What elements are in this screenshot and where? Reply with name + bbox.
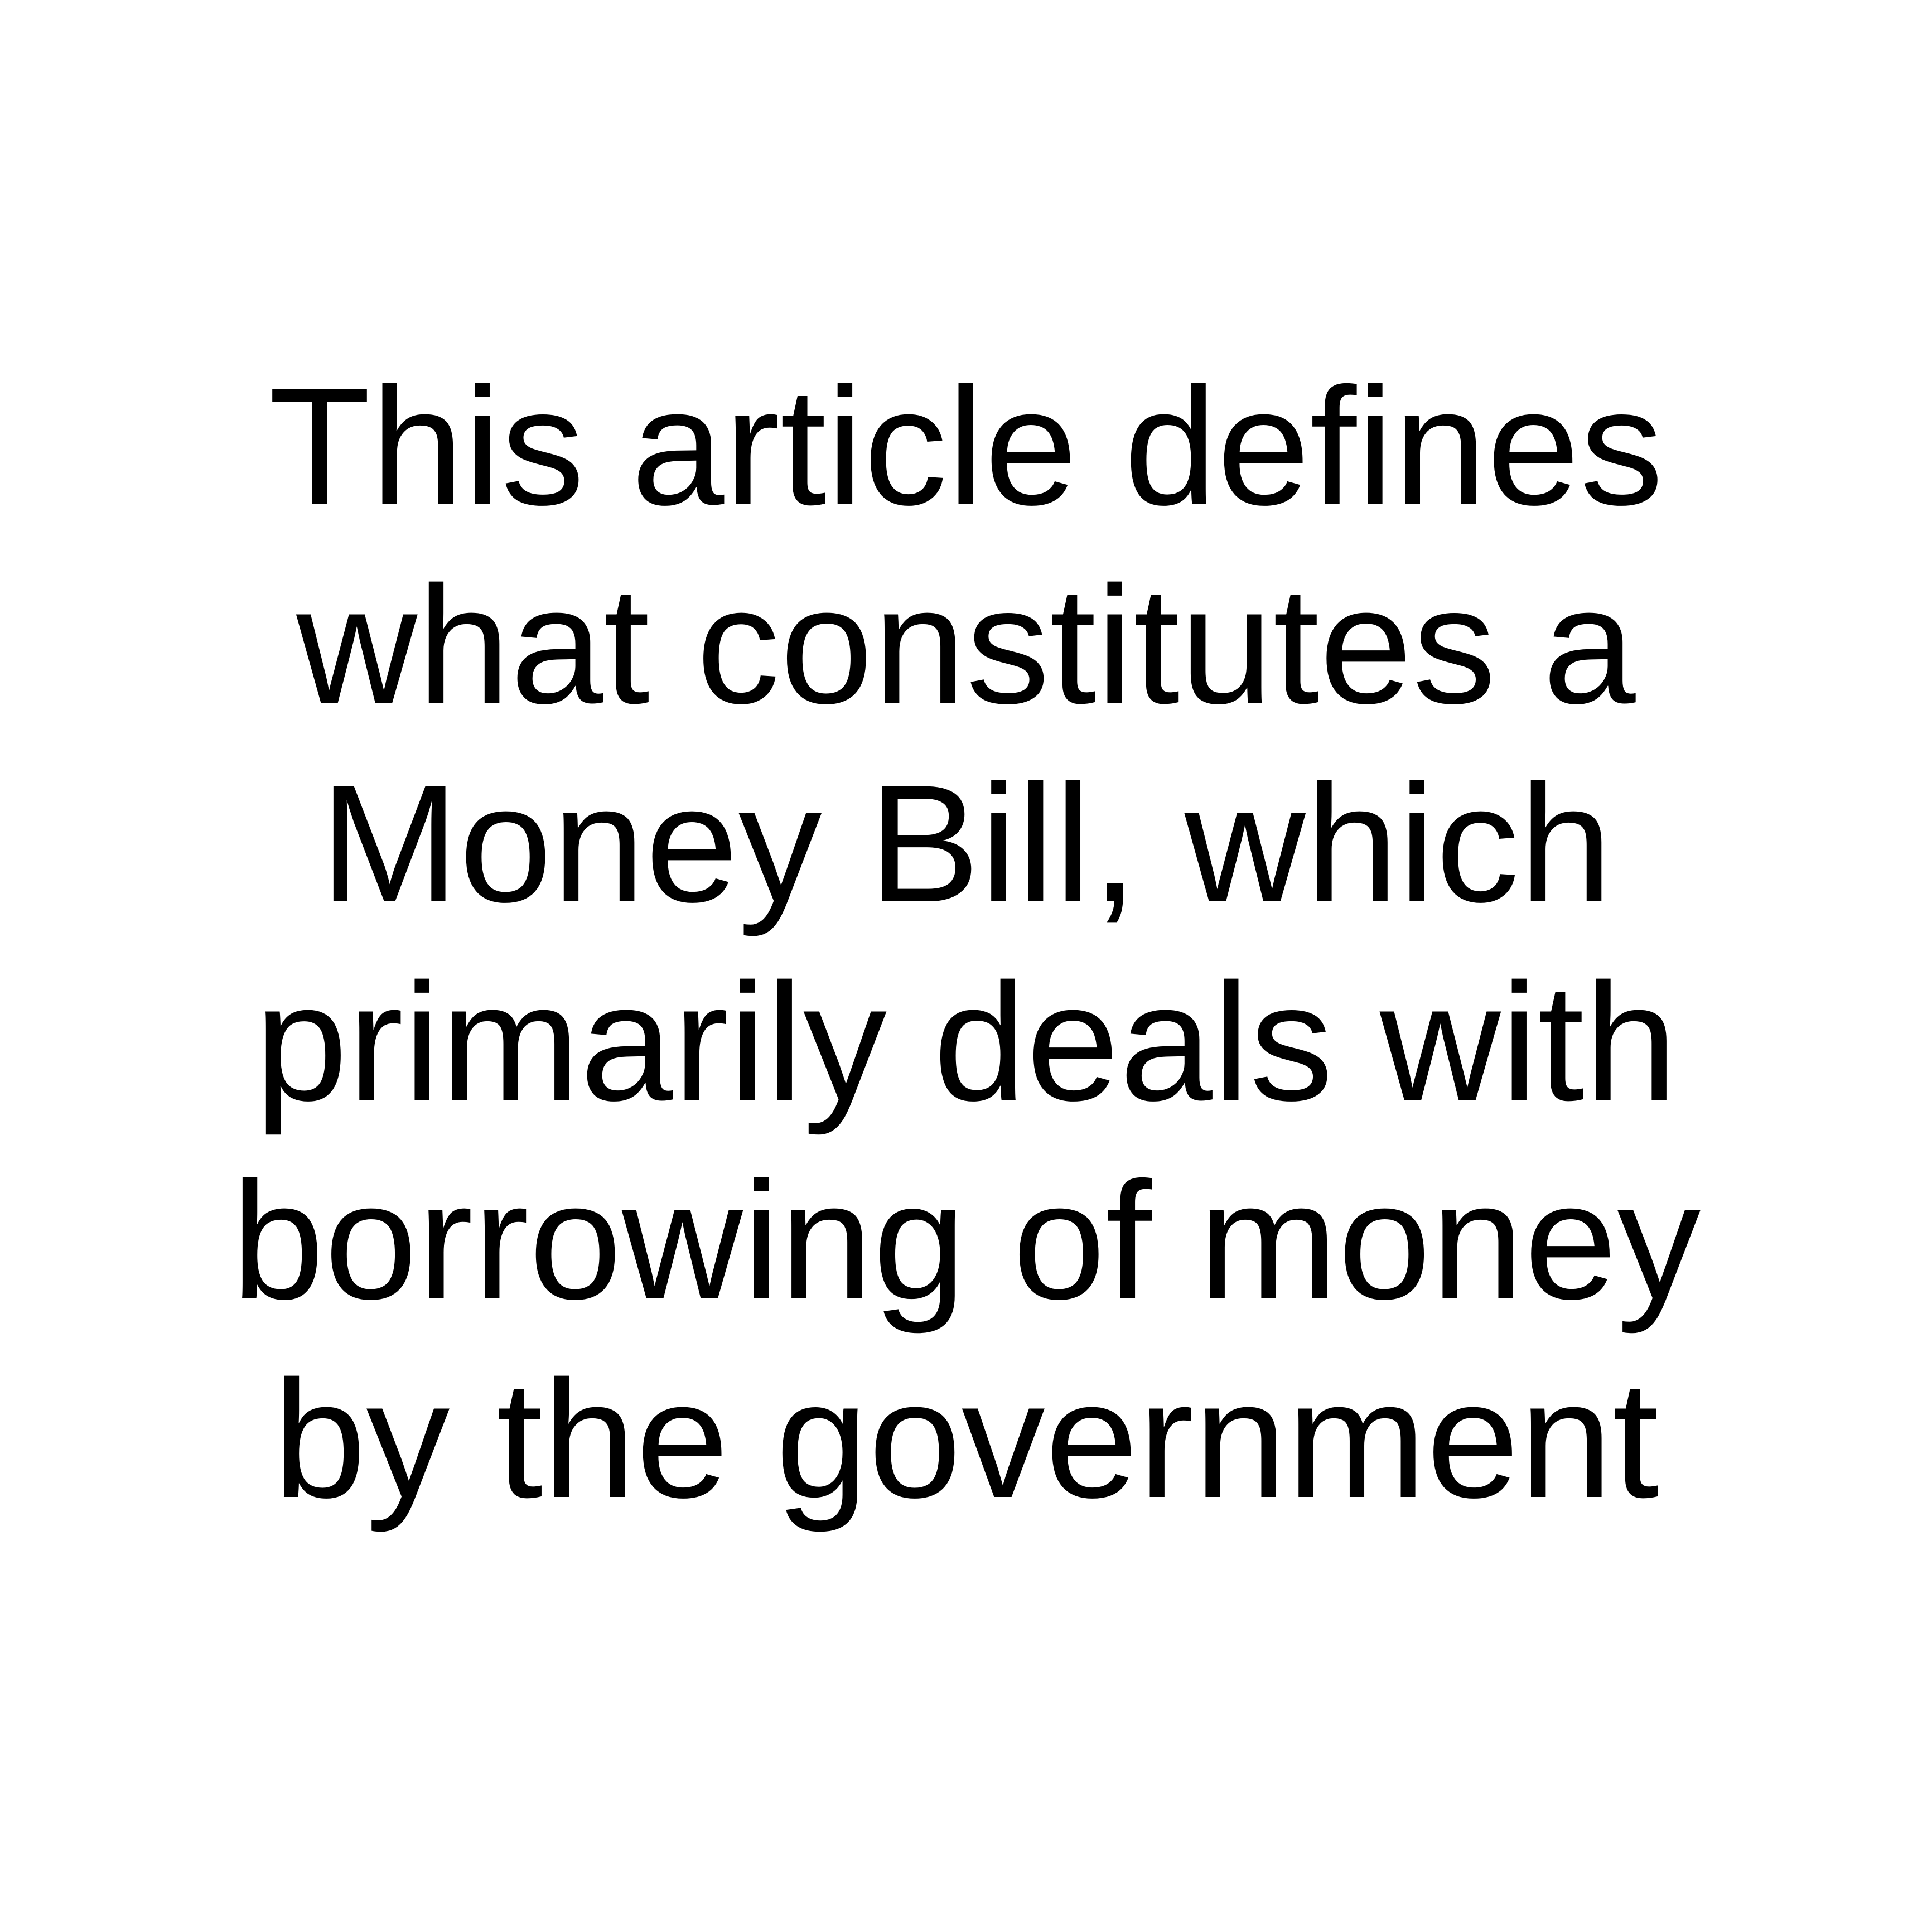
caption-line-2: what constitutes a xyxy=(296,551,1636,738)
caption-line-3: Money Bill, which xyxy=(320,750,1612,937)
caption-text xyxy=(0,347,1932,1538)
caption-line-4: primarily deals with xyxy=(254,948,1678,1136)
caption-line-5: borrowing of money xyxy=(231,1147,1701,1334)
caption-line-1: This article defines xyxy=(268,352,1664,540)
caption-line-6: by the government xyxy=(273,1345,1659,1533)
